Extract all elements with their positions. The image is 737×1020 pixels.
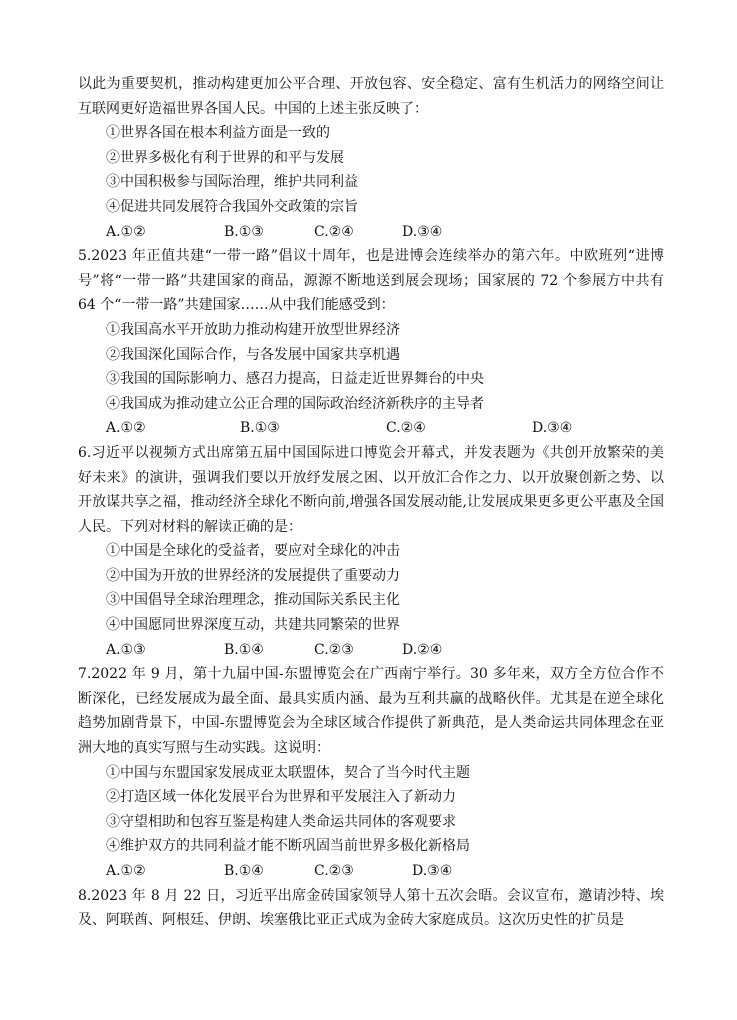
question-4-choice-d: D.③④ xyxy=(402,223,443,240)
question-4-choices xyxy=(78,220,664,245)
question-5-choice-b: B.①③ xyxy=(240,420,280,437)
question-4-option-3: ③中国积极参与国际治理，维护共同利益 xyxy=(106,174,358,191)
question-4-choice-c: C.②④ xyxy=(314,223,354,240)
question-4-option-2: ②世界多极化有利于世界的和平与发展 xyxy=(106,149,344,166)
question-8 xyxy=(78,884,664,933)
question-4-choice-b: B.①③ xyxy=(224,223,264,240)
question-5-choice-c: C.②④ xyxy=(386,420,426,437)
question-6-choice-b: B.①④ xyxy=(224,641,264,658)
question-7-stem: 7.2022 年 9 月，第十九届中国-东盟博览会在广西南宁举行。30 多年来，双方全方位合作不断深化，已经发展成为最全面、最具实质内涵、最为互利共赢的战略伙伴。尤其是在逆全球化趋势加剧背景下，中国-东盟博览会为全球区域合作提供了新典范，是人类命运共同体理念在亚洲大地的真实写照与生动实践。这说明： xyxy=(78,666,664,757)
question-7-option-4: ④维护双方的共同利益才能不断巩固当前世界多极化新格局 xyxy=(106,838,470,855)
question-7-choice-b: B.①④ xyxy=(224,863,264,879)
question-6-choice-a: A.①③ xyxy=(106,641,146,658)
question-4-stem: 以此为重要契机，推动构建更加公平合理、开放包容、安全稳定、富有生机活力的网络空间让互联网更好造福世界各国人民。中国的上述主张反映了： xyxy=(78,76,664,117)
question-6 xyxy=(78,441,664,662)
question-4-option-4: ④促进共同发展符合我国外交政策的宗旨 xyxy=(106,198,358,215)
question-7-choice-a: A.①② xyxy=(106,863,146,879)
question-6-stem: 6.习近平以视频方式出席第五届中国国际进口博览会开幕式，并发表题为《共创开放繁荣的美好未来》的演讲，强调我们要以开放纾发展之困、以开放汇合作之力、以开放聚创新之势、以开放谋共享之福，推动经济全球化不断向前,增强各国发展动能,让发展成果更多更公平惠及全国人民。下列对材料的解读正确的是： xyxy=(78,444,664,535)
question-4 xyxy=(78,72,664,244)
question-6-option-3: ③中国倡导全球治理理念，推动国际关系民主化 xyxy=(106,592,400,609)
question-5-option-2: ②我国深化国际合作，与各发展中国家共享机遇 xyxy=(106,346,400,363)
question-6-choice-c: C.②③ xyxy=(314,641,354,658)
question-6-option-4: ④中国愿同世界深度互动，共建共同繁荣的世界 xyxy=(106,617,400,634)
question-5-stem: 5.2023 年正值共建“一带一路”倡议十周年，也是进博会连续举办的第六年。中欧班列“进博号”将“一带一路”共建国家的商品，源源不断地送到展会现场；国家展的 72 个参展方中共有 64 个“一带一路”共建国家……从中我们能感受到： xyxy=(78,248,664,314)
question-4-choice-a: A.①② xyxy=(106,223,146,240)
question-6-option-2: ②中国为开放的世界经济的发展提供了重要动力 xyxy=(106,567,400,584)
question-8-stem: 8.2023 年 8 月 22 日，习近平出席金砖国家领导人第十五次会晤。会议宣布，邀请沙特、埃及、阿联酋、阿根廷、伊朗、埃塞俄比亚正式成为金砖大家庭成员。这次历史性的扩员是 xyxy=(78,887,664,929)
question-7-option-2: ②打造区域一体化发展平台为世界和平发展注入了新动力 xyxy=(106,789,456,806)
question-5-choice-d: D.③④ xyxy=(532,420,573,437)
question-5-choices xyxy=(78,416,664,441)
page-content xyxy=(78,72,664,933)
question-5-option-4: ④我国成为推动建立公正合理的国际政治经济新秩序的主导者 xyxy=(106,395,484,412)
question-7-choice-d: D.③④ xyxy=(412,863,453,879)
question-5-choice-a: A.①② xyxy=(106,420,146,437)
question-5-option-3: ③我国的国际影响力、感召力提高，日益走近世界舞台的中央 xyxy=(106,371,484,388)
question-4-option-1: ①世界各国在根本利益方面是一致的 xyxy=(106,125,330,142)
question-5-option-1: ①我国高水平开放助力推动构建开放型世界经济 xyxy=(106,321,400,338)
question-7-choice-c: C.②③ xyxy=(314,863,354,879)
question-7-option-1: ①中国与东盟国家发展成亚太联盟体，契合了当今时代主题 xyxy=(106,764,470,781)
question-7-option-3: ③守望相助和包容互鉴是构建人类命运共同体的客观要求 xyxy=(106,813,456,830)
question-6-option-1: ①中国是全球化的受益者，要应对全球化的冲击 xyxy=(106,543,400,560)
question-7 xyxy=(78,662,664,883)
question-6-choice-d: D.②④ xyxy=(402,641,443,658)
question-5 xyxy=(78,244,664,441)
question-6-choices xyxy=(78,638,664,663)
question-7-choices xyxy=(78,859,664,884)
